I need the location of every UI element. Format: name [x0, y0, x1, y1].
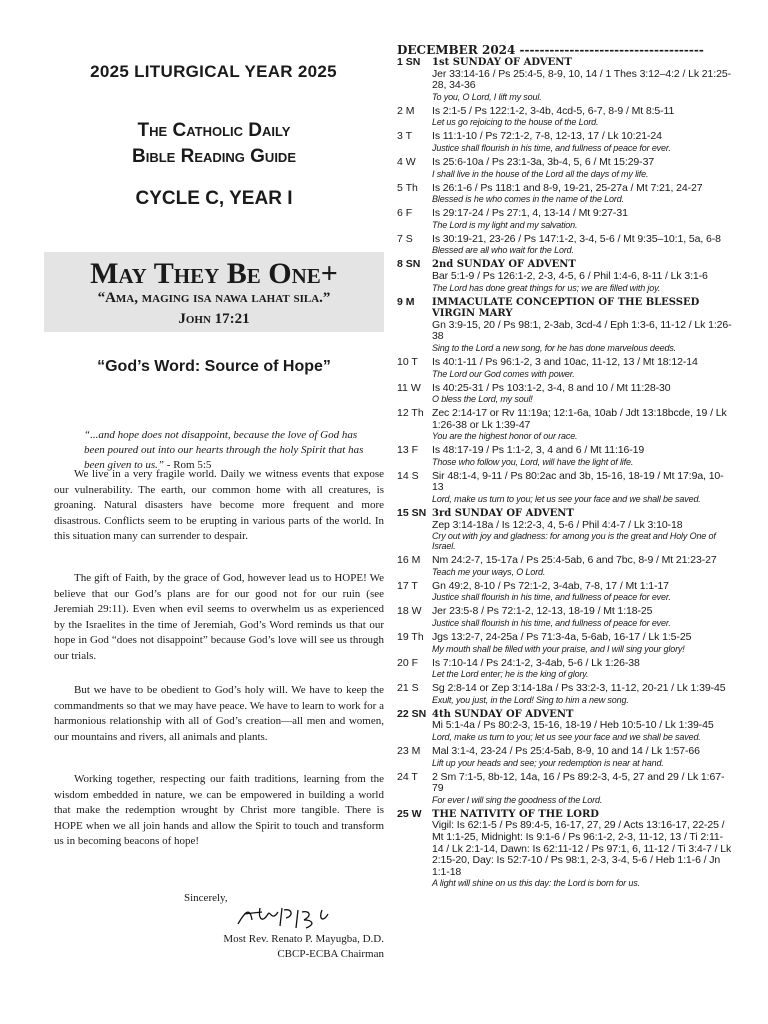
calendar-entry — [397, 606, 732, 628]
entry-body — [432, 157, 732, 179]
entry-readings: Is 48:17-19 / Ps 1:1-2, 3, 4 and 6 / Mt 11:16-19 — [432, 444, 645, 457]
entry-response: Lord, make us turn to you; let us see your face and we shall be saved. — [432, 494, 701, 505]
entry-response: My mouth shall be filled with your praise, and I will sing your glory! — [432, 643, 685, 654]
entry-readings: Is 7:10-14 / Ps 24:1-2, 3-4ab, 5-6 / Lk 1:26-38 — [432, 656, 640, 669]
quote-text: “...and hope does not disappoint, because the love of God has been poured out into our hearts through the holy Spirit that has been given to us.” — [84, 429, 364, 471]
entry-title: THE NATIVITY OF THE LORD — [432, 808, 599, 820]
entry-readings: Vigil: Is 62:1-5 / Ps 89:4-5, 16-17, 27, 29 / Acts 13:16-17, 22-25 / Mt 1:1-25, Midnight: Is 9:1-6 / Ps 96:1-2, 2-3, 11-12, 13 / Ti 2:11-14 / Lk 2:1-14, Dawn: Is 62:11-12 / Ps 97:1, 6, 11-12 / Ti 3:4-7 / Lk 2:15-20, Day: Is 52:7-10 / Ps 98:1, 2-3, 3-4, 5-6 / Heb 1:1-6 / Jn 1:1-18 — [432, 819, 732, 878]
entry-body — [432, 658, 732, 680]
calendar-entry — [397, 709, 732, 742]
entry-readings: Jer 23:5-8 / Ps 72:1-2, 12-13, 18-19 / Mt 1:18-25 — [432, 605, 653, 618]
banner-title: May They Be One+ — [90, 257, 338, 290]
calendar-entry — [397, 772, 732, 805]
entry-title: 4th SUNDAY OF ADVENT — [432, 708, 574, 720]
entry-readings: Is 11:1-10 / Ps 72:1-2, 7-8, 12-13, 17 / Lk 10:21-24 — [432, 130, 662, 143]
paragraph-1: We live in a very fragile world. Daily we witness events that expose our vulnerability. The earth, our common home with all creatures, is groaning. Natural disasters have become more frequent and more disastrous. Conflicts seem to be erupting in various parts of the world. In this situation many can surrender to despair. — [54, 468, 384, 543]
paragraph-3: But we have to be obedient to God’s holy will. We have to keep the commandments so that we may have peace. We have to learn to work for a harmonious relationship with all of God’s creation—all men and women, our mountains and rivers, all animals and plants. — [54, 684, 384, 743]
sincerely-text: Sincerely, — [184, 892, 228, 904]
entry-gap — [397, 888, 732, 892]
entry-title: 1st SUNDAY OF ADVENT — [432, 57, 572, 68]
entry-day: 15 SN — [397, 507, 427, 520]
entry-body — [432, 408, 732, 441]
liturgical-year-heading: 2025 LITURGICAL YEAR 2025 — [90, 62, 337, 81]
entry-body — [432, 581, 732, 603]
signer-block — [184, 932, 384, 962]
cycle-heading: CYCLE C, YEAR I — [135, 188, 293, 209]
paragraph-2: The gift of Faith, by the grace of God, however lead us to HOPE! We believe that our God’s plans are for our good not for our ruin (see Jeremiah 29:11). Even when evil seems to overwhelm us as experienced by the Israelites in the time of Jeremiah, God’s Word reminds us that our hope in God “does not disappoint” because God’s love will see us through our trials. — [54, 572, 384, 662]
entry-response: Let the Lord enter; he is the king of glory. — [432, 669, 589, 680]
entry-readings: Gn 49:2, 8-10 / Ps 72:1-2, 3-4ab, 7-8, 17 / Mt 1:1-17 — [432, 579, 669, 592]
entry-readings: Gn 3:9-15, 20 / Ps 98:1, 2-3ab, 3cd-4 / Eph 1:3-6, 11-12 / Lk 1:26-38 — [432, 318, 732, 343]
entry-readings: Sg 2:8-14 or Zep 3:14-18a / Ps 33:2-3, 11-12, 20-21 / Lk 1:39-45 — [432, 682, 726, 695]
entry-readings: Is 40:1-11 / Ps 96:1-2, 3 and 10ac, 11-12, 13 / Mt 18:12-14 — [432, 355, 698, 368]
entry-response: You are the highest honor of our race. — [432, 431, 578, 442]
entry-body — [432, 234, 732, 256]
entry-day: 20 F — [397, 656, 419, 669]
entry-response: Justice shall flourish in his time, and fullness of peace for ever. — [432, 618, 671, 629]
calendar-entry — [397, 383, 732, 405]
theme-banner — [44, 252, 384, 332]
entry-response: The Lord our God comes with power. — [432, 368, 575, 379]
calendar-entry — [397, 131, 732, 153]
calendar-entry — [397, 683, 732, 705]
entry-body — [432, 259, 732, 292]
entry-response: Let us go rejoicing to the house of the Lord. — [432, 117, 599, 128]
signer-title: CBCP-ECBA Chairman — [277, 948, 384, 960]
month-heading: DECEMBER 2024 ------------------------------------- — [397, 44, 704, 57]
entry-response: Justice shall flourish in his time, and fullness of peace for ever. — [432, 142, 671, 153]
calendar-entry — [397, 357, 732, 379]
signature-image — [232, 902, 342, 932]
entry-response: Sing to the Lord a new song, for he has done marvelous deeds. — [432, 342, 677, 353]
calendar-entry — [397, 183, 732, 205]
entry-response: Those who follow you, Lord, will have the light of life. — [432, 456, 634, 467]
calendar-entry — [397, 408, 732, 441]
calendar-entry — [397, 208, 732, 230]
calendar-entry — [397, 234, 732, 256]
entry-body — [432, 383, 732, 405]
entry-day: 13 F — [397, 444, 419, 457]
entry-day: 8 SN — [397, 258, 421, 271]
entry-readings: Zep 3:14-18a / Is 12:2-3, 4, 5-6 / Phil 4:4-7 / Lk 3:10-18 — [432, 518, 683, 531]
guide-title — [44, 118, 384, 170]
guide-title-line2: Bible Reading Guide — [131, 146, 296, 167]
theme-heading: “God’s Word: Source of Hope” — [97, 358, 331, 375]
entry-response: Blessed is he who comes in the name of the Lord. — [432, 194, 624, 205]
calendar-entry — [397, 57, 732, 102]
entry-readings: Zec 2:14-17 or Rv 11:19a; 12:1-6a, 10ab / Jdt 13:18bcde, 19 / Lk 1:26-38 or Lk 1:39-47 — [432, 407, 727, 431]
calendar-entry — [397, 632, 732, 654]
entry-readings: Jer 33:14-16 / Ps 25:4-5, 8-9, 10, 14 / 1 Thes 3:12–4:2 / Lk 21:25-28, 34-36 — [432, 67, 731, 92]
entry-day: 5 Th — [397, 181, 418, 194]
entry-body — [432, 471, 732, 504]
entry-response: Teach me your ways, O Lord. — [432, 566, 546, 577]
entry-response: Lord, make us turn to you; let us see your face and we shall be saved. — [432, 732, 701, 742]
entry-day: 6 F — [397, 207, 413, 220]
left-column — [44, 62, 384, 960]
entry-day: 12 Th — [397, 407, 424, 420]
paragraph-4: Working together, respecting our faith traditions, learning from the wisdom embedded in nature, we can be empowered in building a world that make the redemption wrought by Christ more tangible. There is HOPE when we all join hands and allow the Spirit to touch and transform us in becoming beacons of hope! — [54, 773, 384, 848]
entry-body — [432, 183, 732, 205]
calendar-entry — [397, 746, 732, 768]
entry-response: Justice shall flourish in his time, and fullness of peace for ever. — [432, 592, 671, 603]
entry-readings: Is 40:25-31 / Ps 103:1-2, 3-4, 8 and 10 / Mt 11:28-30 — [432, 381, 671, 394]
entry-day: 23 M — [397, 745, 421, 757]
entry-response: For ever I will sing the goodness of the Lord. — [432, 794, 603, 805]
entry-day: 19 Th — [397, 631, 424, 644]
entry-response: Blessed are all who wait for the Lord. — [432, 245, 574, 256]
entry-day: 3 T — [397, 130, 412, 143]
entry-day: 14 S — [397, 469, 419, 482]
calendar-entry — [397, 555, 732, 577]
entry-day: 2 M — [397, 104, 415, 117]
entry-body — [432, 445, 732, 467]
entry-day: 24 T — [397, 770, 418, 783]
entry-response: The Lord has done great things for us; we are filled with joy. — [432, 282, 661, 293]
entry-response: The Lord is my light and my salvation. — [432, 219, 578, 230]
entry-response: O bless the Lord, my soul! — [432, 394, 533, 405]
entry-day: 22 SN — [397, 707, 427, 720]
entry-day: 25 W — [397, 807, 422, 820]
entry-day: 7 S — [397, 232, 413, 245]
entry-day: 16 M — [397, 554, 421, 567]
entry-day: 21 S — [397, 682, 419, 695]
entry-body — [432, 131, 732, 153]
entry-day: 18 W — [397, 605, 422, 618]
quote-reference: - Rom 5:5 — [164, 459, 212, 471]
entry-response: To you, O Lord, I lift my soul. — [432, 91, 542, 102]
calendar-entry — [397, 581, 732, 603]
entry-response: I shall live in the house of the Lord all the days of my life. — [432, 168, 649, 179]
entry-readings: Is 26:1-6 / Ps 118:1 and 8-9, 19-21, 25-27a / Mt 7:21, 24-27 — [432, 181, 703, 194]
entry-title: 2nd SUNDAY OF ADVENT — [432, 259, 576, 271]
entry-body — [432, 709, 732, 742]
entry-readings: Is 30:19-21, 23-26 / Ps 147:1-2, 3-4, 5-6 / Mt 9:35–10:1, 5a, 6-8 — [432, 232, 721, 245]
entry-response: A light will shine on us this day: the Lord is born for us. — [432, 878, 640, 889]
entry-readings: Bar 5:1-9 / Ps 126:1-2, 2-3, 4-5, 6 / Phil 1:4-6, 8-11 / Lk 3:1-6 — [432, 269, 708, 282]
calendar-entry — [397, 809, 732, 889]
signer-name: Most Rev. Renato P. Mayugba, D.D. — [223, 933, 384, 945]
entry-day: 4 W — [397, 155, 416, 168]
entry-body — [432, 297, 732, 353]
entry-body — [432, 746, 732, 768]
calendar-entry — [397, 157, 732, 179]
entry-day: 10 T — [397, 355, 418, 368]
entry-response: Cry out with joy and gladness: for among you is the great and Holy One of Israel. — [432, 531, 716, 552]
banner-subtitle: “Ama, maging isa nawa lahat sila.” — [97, 290, 331, 306]
reading-calendar — [397, 44, 732, 892]
entry-readings: Is 29:17-24 / Ps 27:1, 4, 13-14 / Mt 9:27-31 — [432, 207, 628, 220]
entry-readings: Is 25:6-10a / Ps 23:1-3a, 3b-4, 5, 6 / Mt 15:29-37 — [432, 155, 655, 168]
entry-body — [432, 683, 732, 705]
calendar-entry — [397, 106, 732, 128]
entries-list — [397, 57, 732, 892]
entry-body — [432, 57, 732, 102]
calendar-entry — [397, 508, 732, 551]
entry-readings: 2 Sm 7:1-5, 8b-12, 14a, 16 / Ps 89:2-3, 4-5, 27 and 29 / Lk 1:67-79 — [432, 770, 725, 795]
entry-day: 11 W — [397, 381, 421, 394]
entry-body — [432, 809, 732, 889]
entry-readings: Mi 5:1-4a / Ps 80:2-3, 15-16, 18-19 / Heb 10:5-10 / Lk 1:39-45 — [432, 719, 714, 732]
entry-title: IMMACULATE CONCEPTION OF THE BLESSED VIRGIN MARY — [432, 296, 700, 320]
entry-body — [432, 208, 732, 230]
entry-body — [432, 106, 732, 128]
entry-readings: Mal 3:1-4, 23-24 / Ps 25:4-5ab, 8-9, 10 and 14 / Lk 1:57-66 — [432, 745, 700, 757]
entry-readings: Nm 24:2-7, 15-17a / Ps 25:4-5ab, 6 and 7bc, 8-9 / Mt 21:23-27 — [432, 554, 717, 567]
entry-body — [432, 772, 732, 805]
calendar-entry — [397, 658, 732, 680]
entry-readings: Jgs 13:2-7, 24-25a / Ps 71:3-4a, 5-6ab, 16-17 / Lk 1:5-25 — [432, 631, 692, 644]
entry-body — [432, 357, 732, 379]
calendar-entry — [397, 297, 732, 353]
guide-title-line1: The Catholic Daily — [137, 120, 291, 141]
calendar-entry — [397, 471, 732, 504]
entry-body — [432, 606, 732, 628]
entry-body — [432, 632, 732, 654]
entry-body — [432, 508, 732, 551]
entry-body — [432, 555, 732, 577]
calendar-entry — [397, 445, 732, 467]
entry-day: 9 M — [397, 295, 415, 308]
banner-reference: John 17:21 — [178, 311, 250, 327]
entry-day: 1 SN — [397, 56, 421, 68]
entry-title: 3rd SUNDAY OF ADVENT — [432, 508, 574, 520]
entry-response: Lift up your heads and see; your redemption is near at hand. — [432, 757, 664, 768]
entry-day: 17 T — [397, 579, 418, 592]
entry-readings: Is 2:1-5 / Ps 122:1-2, 3-4b, 4cd-5, 6-7, 8-9 / Mt 8:5-11 — [432, 104, 675, 117]
entry-readings: Sir 48:1-4, 9-11 / Ps 80:2ac and 3b, 15-16, 18-19 / Mt 17:9a, 10-13 — [432, 469, 724, 494]
calendar-entry — [397, 259, 732, 292]
entry-response: Exult, you just, in the Lord! Sing to him a new song. — [432, 694, 629, 705]
